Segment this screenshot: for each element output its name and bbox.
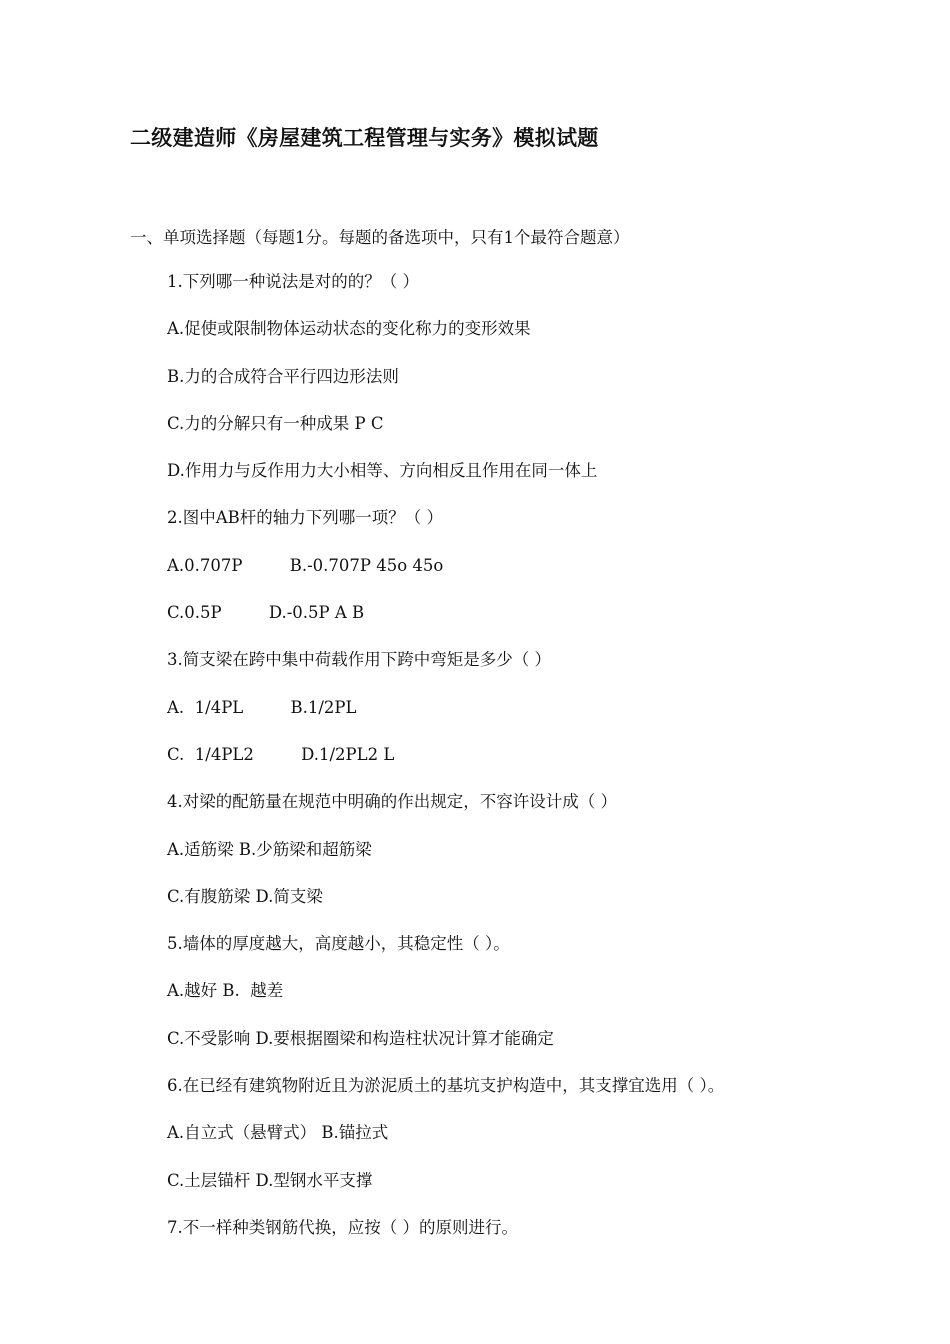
option-line: A.越好 B. 越差 [167, 981, 284, 1001]
option-line: C.不受影响 D.要根据圈梁和构造柱状况计算才能确定 [167, 1028, 554, 1048]
section-heading: 一、单项选择题（每题1分。每题的备选项中，只有1个最符合题意） [130, 228, 630, 247]
document-title: 二级建造师《房屋建筑工程管理与实务》模拟试题 [130, 125, 599, 150]
option-line: D.作用力与反作用力大小相等、方向相反且作用在同一体上 [167, 461, 598, 481]
option-line: A.适筋梁 B.少筋梁和超筋梁 [167, 839, 372, 859]
question-line: 1.下列哪一种说法是对的的？（ ） [167, 272, 419, 291]
option-line: C.有腹筋梁 D.简支梁 [167, 886, 323, 906]
question-line: 4.对梁的配筋量在规范中明确的作出规定，不容许设计成（ ） [167, 792, 617, 812]
option-line: C.土层锚杆 D.型钢水平支撑 [167, 1170, 373, 1190]
option-line: A.0.707P B.-0.707P 45o 45o [167, 555, 444, 575]
option-line: C.力的分解只有一种成果 P C [167, 413, 384, 433]
option-line: C.0.5P D.-0.5P A B [167, 603, 365, 623]
option-line: B.力的合成符合平行四边形法则 [167, 366, 399, 386]
question-list [167, 271, 927, 1264]
question-line: 7.不一样种类钢筋代换，应按（ ）的原则进行。 [167, 1217, 518, 1237]
question-line: 3.简支梁在跨中集中荷载作用下跨中弯矩是多少（ ） [167, 650, 551, 670]
option-line: A. 1/4PL B.1/2PL [167, 697, 357, 717]
question-line: 2.图中AB杆的轴力下列哪一项？（ ） [167, 508, 444, 528]
question-line: 5.墙体的厚度越大，高度越小，其稳定性（ ）。 [167, 934, 510, 954]
option-line: C. 1/4PL2 D.1/2PL2 L [167, 744, 395, 764]
option-line: A.自立式（悬臂式） B.锚拉式 [167, 1123, 389, 1143]
option-line: A.促使或限制物体运动状态的变化称力的变形效果 [167, 319, 531, 339]
question-line: 6.在已经有建筑物附近且为淤泥质土的基坑支护构造中，其支撑宜选用（ ）。 [167, 1076, 725, 1096]
